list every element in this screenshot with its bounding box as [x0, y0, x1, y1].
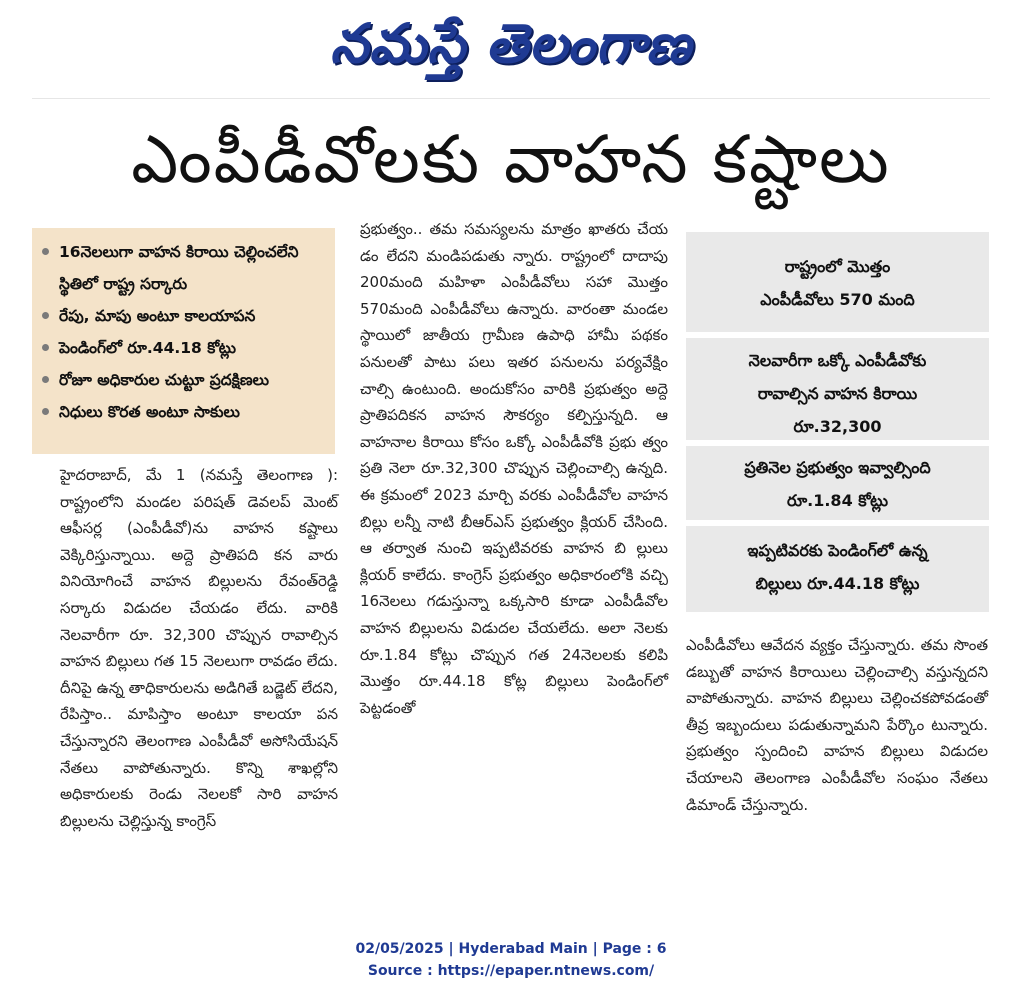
- page-footer: [0, 938, 1022, 982]
- highlight-item: [40, 332, 329, 364]
- highlights-box: [32, 228, 335, 454]
- highlight-text: నిధులు కొరత అంటూ సాకులు: [59, 403, 240, 421]
- factbox-line: ఇప్పటివరకు పెండింగ్‌లో ఉన్న: [747, 541, 928, 560]
- highlight-item: [40, 236, 329, 300]
- factbox-line: ఎంపీడీవోలు 570 మంది: [760, 290, 915, 309]
- header-divider: [32, 98, 990, 99]
- article-column-1: హైదరాబాద్, మే 1 (నమస్తే తెలంగాణ ): రాష్ట్రంలోని మండల పరిషత్ డెవలప్ మెంట్ ఆఫీసర్ల (ఎంపీడీవో)ను వాహన కష్టాలు వెక్కిరిస్తున్నాయి. అద్దె ప్రాతిపది కన వారు వినియోగించే వాహన బిల్లులను రేవంత్‌రెడ్డి సర్కారు విడుదల చేయడం లేదు. వారికి నెలవారీగా రూ. 32,300 చొప్పున రావాల్సిన వాహన బిల్లులు గత 15 నెలలుగా రావడం లేదు. దీనిపై ఉన్న తాధికారులను అడిగితే బడ్జెట్ లేదని, రేపిస్తాం.. మాపిస్తాం అంటూ కాలయా పన చేస్తున్నారని తెలంగాణ ఎంపీడీవో అసోసియేషన్ నేతలు వాపోతున్నారు. కొన్ని శాఖల్లోని అధికారులకు రెండు నెలలకో సారి వాహన బిల్లులను చెల్లిస్తున్న కాంగ్రెస్: [60, 466, 338, 830]
- highlight-item: [40, 364, 329, 396]
- article-column-2: ప్రభుత్వం.. తమ సమస్యలను మాత్రం ఖాతరు చేయ డం లేదని మండిపడుతు న్నారు. రాష్ట్రంలో దాదాపు 200మంది మహిళా ఎంపీడీవోలు సహా మొత్తం 570మంది ఎంపీడీవోలు ఉన్నారు. వారంతా మండల స్థాయిలో జాతీయ గ్రామీణ ఉపాధి హామీ పథకం పనులతో పాటు పలు ఇతర పనులను పర్యవేక్షిం చాల్సి ఉంటుంది. అందుకోసం వారికి ప్రభుత్వం అద్దె ప్రాతిపదికన వాహన సౌకర్యం కల్పిస్తున్నది. ఆ వాహనాల కిరాయి కోసం ఒక్కో ఎంపీడీవోకి ప్రభు త్వం ప్రతి నెలా రూ.32,300 చొప్పున చెల్లించాల్సి ఉన్నది. ఈ క్రమంలో 2023 మార్చి వరకు ఎంపీడీవోల వాహన బిల్లు లన్నీ నాటి బీఆర్‌ఎస్ ప్రభుత్వం క్లియర్ చేసింది. ఆ తర్వాత నుంచి ఇప్పటివరకు వాహన బి ల్లులు క్లియర్ కాలేదు. కాంగ్రెస్ ప్రభుత్వం అధికారంలోకి వచ్చి 16నెలలు గడుస్తున్నా ఒక్కసారి కూడా ఎంపీడీవోల వాహన బిల్లులను విడుదల చేయలేదు. అలా నెలకు రూ.1.84 కోట్లు చొప్పున గత 24నెలలకు కలిపి మొత్తం రూ.44.18 కోట్ల బిల్లులు పెండింగ్‌లో పెట్టడంతో: [360, 220, 668, 717]
- footer-date-edition: 02/05/2025 | Hyderabad Main | Page : 6: [355, 941, 667, 957]
- factbox-line: రూ.1.84 కోట్లు: [786, 491, 889, 510]
- factbox-line: రూ.32,300: [793, 417, 882, 436]
- bullet-icon: [42, 248, 49, 255]
- article-column-3: ఎంపీడీవోలు ఆవేదన వ్యక్తం చేస్తున్నారు. తమ సొంత డబ్బుతో వాహన కిరాయిలు చెల్లించాల్సి వస్తున్నదని వాపోతున్నారు. వాహన బిల్లులు చెల్లించకపోవడంతో తీవ్ర ఇబ్బందులు పడుతున్నామని పేర్కొం టున్నారు. ప్రభుత్వం స్పందించి వాహన బిల్లులు విడుదల చేయాలని తెలంగాణ ఎంపీడీవోల సంఘం నేతలు డిమాండ్ చేస్తున్నారు.: [686, 636, 988, 814]
- bullet-icon: [42, 312, 49, 319]
- highlight-text: పెండింగ్‌లో రూ.44.18 కోట్లు: [59, 339, 237, 357]
- masthead-title: నమస్తే తెలంగాణ: [330, 12, 692, 75]
- highlight-item: [40, 300, 329, 332]
- highlight-text: రోజూ అధికారుల చుట్టూ ప్రదక్షిణలు: [59, 371, 270, 389]
- highlight-text: రేపు, మాపు అంటూ కాలయాపన: [59, 307, 256, 325]
- factbox-line: ప్రతినెల ప్రభుత్వం ఇవ్వాల్సింది: [744, 458, 931, 477]
- factbox-monthly-govt-payment: [686, 446, 989, 520]
- bullet-icon: [42, 376, 49, 383]
- factbox-line: రావాల్సిన వాహన కిరాయి: [757, 384, 918, 403]
- factbox-line: బిల్లులు రూ.44.18 కోట్లు: [755, 574, 920, 593]
- factbox-monthly-rent: [686, 338, 989, 440]
- article-headline: ఎంపీడీవోలకు వాహన కష్టాలు: [131, 121, 891, 198]
- factbox-line: నెలవారీగా ఒక్కో ఎంపీడీవోకు: [748, 351, 927, 370]
- masthead-logo: [0, 4, 1022, 84]
- bullet-icon: [42, 408, 49, 415]
- bullet-icon: [42, 344, 49, 351]
- footer-source-link[interactable]: Source : https://epaper.ntnews.com/: [367, 963, 655, 979]
- highlight-text: 16నెలలుగా వాహన కిరాయి చెల్లించలేని స్థితిలో రాష్ట్ర సర్కారు: [59, 243, 299, 293]
- highlight-item: [40, 396, 329, 428]
- factbox-line: రాష్ట్రంలో మొత్తం: [784, 257, 891, 276]
- factbox-total-mpdos: [686, 232, 989, 332]
- factbox-pending-bills: [686, 526, 989, 612]
